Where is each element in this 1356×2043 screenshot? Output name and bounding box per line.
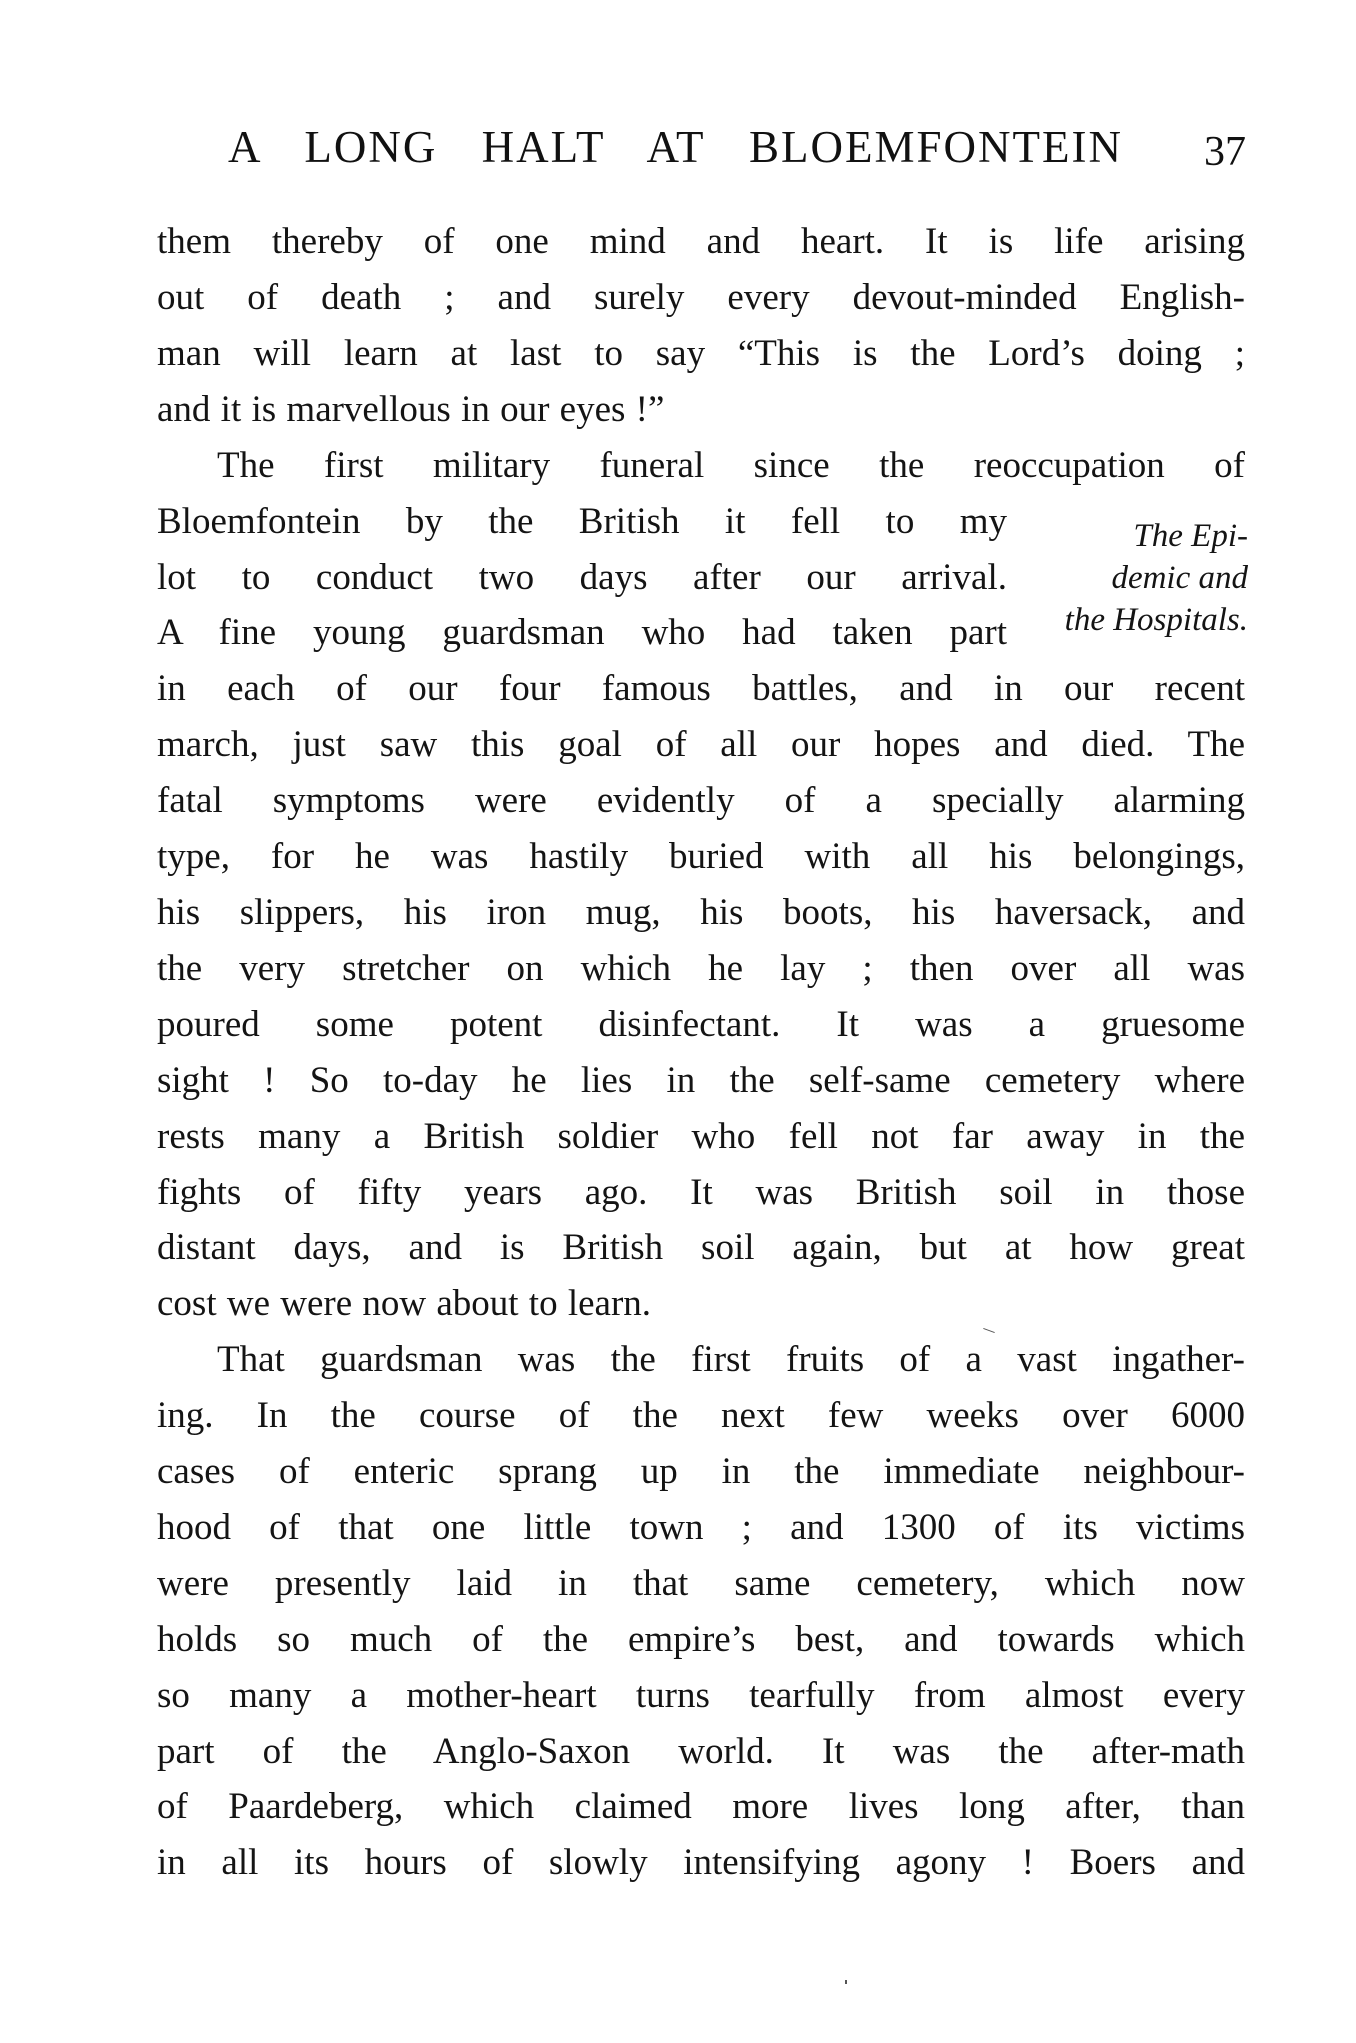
text-line: fatal symptoms were evidently of a specially alarming bbox=[157, 780, 1245, 821]
page-number: 37 bbox=[1204, 129, 1246, 175]
margin-note bbox=[1020, 0, 1248, 2043]
text-line: sight ! So to-day he lies in the self-same cemetery where bbox=[157, 1060, 1245, 1101]
text-line: ing. In the course of the next few weeks over 6000 bbox=[157, 1395, 1245, 1436]
margin-note-line: demic and bbox=[1111, 560, 1248, 596]
paragraph-start-line: The first military funeral since the reoccupation of bbox=[217, 445, 1245, 486]
text-line: A fine young guardsman who had taken part bbox=[157, 612, 1007, 653]
running-head-title: A LONG HALT AT BLOEMFONTEIN bbox=[228, 122, 1123, 172]
text-line: hood of that one little town ; and 1300 of its victims bbox=[157, 1507, 1245, 1548]
text-line: them thereby of one mind and heart. It is life arising bbox=[157, 221, 1245, 262]
text-line: in all its hours of slowly intensifying agony ! Boers and bbox=[157, 1842, 1245, 1883]
margin-note-line: The Epi- bbox=[1133, 518, 1248, 554]
text-line: march, just saw this goal of all our hopes and died. The bbox=[157, 724, 1245, 765]
text-line: lot to conduct two days after our arrival. bbox=[157, 557, 1007, 598]
text-line: distant days, and is British soil again, but at how great bbox=[157, 1227, 1245, 1268]
text-line: the very stretcher on which he lay ; then over all was bbox=[157, 948, 1245, 989]
text-line: Bloemfontein by the British it fell to my bbox=[157, 501, 1007, 542]
text-line: holds so much of the empire’s best, and towards which bbox=[157, 1619, 1245, 1660]
text-line: man will learn at last to say “This is the Lord’s doing ; bbox=[157, 333, 1245, 374]
text-line: cost we were now about to learn. bbox=[157, 1283, 652, 1324]
text-line: part of the Anglo-Saxon world. It was the after-math bbox=[157, 1731, 1245, 1772]
paragraph-start-line: That guardsman was the first fruits of a vast ingather- bbox=[217, 1339, 1245, 1380]
text-line: in each of our four famous battles, and in our recent bbox=[157, 668, 1245, 709]
text-line: cases of enteric sprang up in the immediate neighbour- bbox=[157, 1451, 1245, 1492]
text-line: type, for he was hastily buried with all his belongings, bbox=[157, 836, 1245, 877]
margin-note-line: the Hospitals. bbox=[1064, 602, 1248, 638]
text-line: were presently laid in that same cemetery, which now bbox=[157, 1563, 1245, 1604]
text-line: rests many a British soldier who fell not far away in the bbox=[157, 1116, 1245, 1157]
text-line: poured some potent disinfectant. It was a gruesome bbox=[157, 1004, 1245, 1045]
print-speck bbox=[845, 1980, 847, 1984]
text-line: and it is marvellous in our eyes !” bbox=[157, 389, 665, 430]
text-line: his slippers, his iron mug, his boots, his haversack, and bbox=[157, 892, 1245, 933]
text-line: fights of fifty years ago. It was British soil in those bbox=[157, 1172, 1245, 1213]
text-line: out of death ; and surely every devout-minded English- bbox=[157, 277, 1245, 318]
text-line: of Paardeberg, which claimed more lives long after, than bbox=[157, 1786, 1245, 1827]
text-line: so many a mother-heart turns tearfully from almost every bbox=[157, 1675, 1245, 1716]
